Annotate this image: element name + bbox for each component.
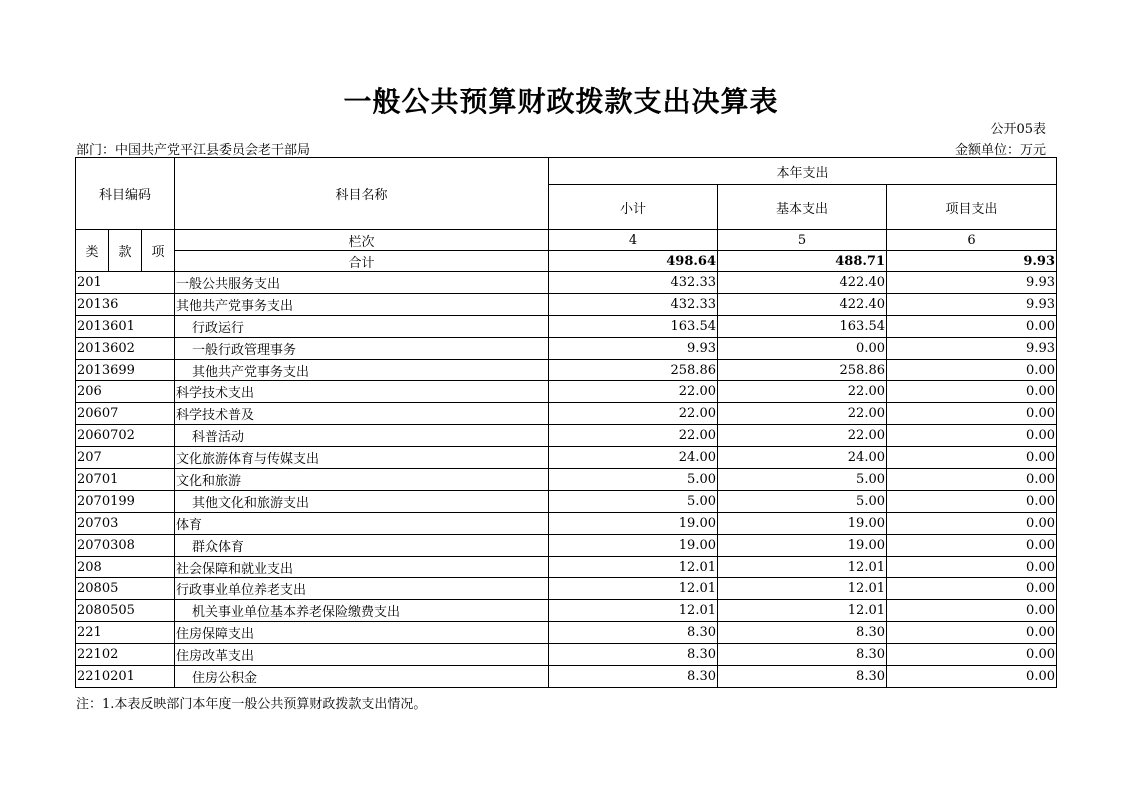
row-basic: 5.00 [718,469,887,491]
table-row [76,447,1057,469]
row-project: 0.00 [887,425,1057,447]
row-code: 22102 [76,644,175,666]
row-name: 住房改革支出 [175,644,549,666]
row-basic: 24.00 [718,447,887,469]
row-name: 其他共产党事务支出 [175,293,549,315]
header-basic: 基本支出 [718,185,887,230]
row-code: 20701 [76,469,175,491]
row-code: 2013601 [76,315,175,337]
header-lei: 类 [76,230,109,272]
row-project: 9.93 [887,293,1057,315]
header-xiang: 项 [142,230,175,272]
expenditure-table [75,157,1057,688]
row-subtotal: 22.00 [549,381,718,403]
row-name: 科学技术支出 [175,381,549,403]
table-row [76,556,1057,578]
row-project: 0.00 [887,644,1057,666]
row-name: 住房保障支出 [175,622,549,644]
row-subtotal: 8.30 [549,666,718,688]
row-basic: 8.30 [718,666,887,688]
table-row [76,425,1057,447]
row-name: 社会保障和就业支出 [175,556,549,578]
table-row [76,622,1057,644]
row-code: 2080505 [76,600,175,622]
unit-label: 金额单位：万元 [954,143,1046,158]
row-name: 其他文化和旅游支出 [175,490,549,512]
row-basic: 12.01 [718,556,887,578]
department-label: 部门：中国共产党平江县委员会老干部局 [76,143,311,158]
row-name: 文化旅游体育与传媒支出 [175,447,549,469]
row-project: 0.00 [887,666,1057,688]
table-row [76,600,1057,622]
table-row [76,644,1057,666]
row-project: 0.00 [887,447,1057,469]
total-basic: 488.71 [718,251,887,272]
row-subtotal: 22.00 [549,425,718,447]
table-row [76,403,1057,425]
row-subtotal: 5.00 [549,490,718,512]
row-project: 0.00 [887,469,1057,491]
row-basic: 0.00 [718,337,887,359]
row-subtotal: 19.00 [549,534,718,556]
row-name: 文化和旅游 [175,469,549,491]
table-row [76,381,1057,403]
row-code: 221 [76,622,175,644]
row-name: 群众体育 [175,534,549,556]
row-code: 2070308 [76,534,175,556]
row-name: 体育 [175,512,549,534]
header-group: 本年支出 [549,158,1057,185]
row-subtotal: 22.00 [549,403,718,425]
row-project: 9.93 [887,272,1057,294]
row-subtotal: 19.00 [549,512,718,534]
row-code: 201 [76,272,175,294]
row-subtotal: 5.00 [549,469,718,491]
row-code: 20136 [76,293,175,315]
row-subtotal: 8.30 [549,622,718,644]
table-code: 公开05表 [990,122,1046,137]
row-code: 20607 [76,403,175,425]
row-basic: 19.00 [718,512,887,534]
row-subtotal: 8.30 [549,644,718,666]
header-col6: 6 [887,230,1057,251]
row-project: 0.00 [887,578,1057,600]
header-name: 科目名称 [175,158,549,230]
row-subtotal: 258.86 [549,359,718,381]
row-project: 0.00 [887,600,1057,622]
row-basic: 19.00 [718,534,887,556]
row-basic: 163.54 [718,315,887,337]
row-subtotal: 432.33 [549,272,718,294]
header-column-no: 栏次 [175,230,549,251]
table-row [76,469,1057,491]
row-basic: 12.01 [718,578,887,600]
table-row [76,293,1057,315]
row-name: 机关事业单位基本养老保险缴费支出 [175,600,549,622]
row-basic: 258.86 [718,359,887,381]
row-basic: 12.01 [718,600,887,622]
table-row [76,490,1057,512]
table-row [76,534,1057,556]
row-basic: 22.00 [718,403,887,425]
header-code: 科目编码 [76,158,175,230]
table-row [76,666,1057,688]
row-basic: 422.40 [718,293,887,315]
row-subtotal: 9.93 [549,337,718,359]
row-code: 2070199 [76,490,175,512]
row-code: 2060702 [76,425,175,447]
row-name: 一般公共服务支出 [175,272,549,294]
row-name: 其他共产党事务支出 [175,359,549,381]
footnote: 注：1.本表反映部门本年度一般公共预算财政拨款支出情况。 [76,697,427,712]
row-basic: 22.00 [718,425,887,447]
row-project: 0.00 [887,381,1057,403]
row-code: 20703 [76,512,175,534]
row-basic: 8.30 [718,644,887,666]
row-code: 20805 [76,578,175,600]
row-project: 0.00 [887,359,1057,381]
row-code: 2210201 [76,666,175,688]
header-col4: 4 [549,230,718,251]
row-subtotal: 12.01 [549,600,718,622]
page-title: 一般公共预算财政拨款支出决算表 [343,85,779,118]
row-name: 一般行政管理事务 [175,337,549,359]
header-kuan: 款 [109,230,142,272]
row-project: 0.00 [887,622,1057,644]
table-row [76,337,1057,359]
row-project: 0.00 [887,315,1057,337]
row-project: 0.00 [887,556,1057,578]
row-code: 207 [76,447,175,469]
header-col5: 5 [718,230,887,251]
row-name: 科学技术普及 [175,403,549,425]
row-project: 0.00 [887,534,1057,556]
row-subtotal: 163.54 [549,315,718,337]
row-basic: 422.40 [718,272,887,294]
row-name: 行政事业单位养老支出 [175,578,549,600]
row-project: 0.00 [887,490,1057,512]
row-subtotal: 432.33 [549,293,718,315]
row-project: 9.93 [887,337,1057,359]
row-project: 0.00 [887,512,1057,534]
row-code: 208 [76,556,175,578]
total-project: 9.93 [887,251,1057,272]
table-row [76,512,1057,534]
header-subtotal: 小计 [549,185,718,230]
table-row [76,359,1057,381]
row-code: 2013699 [76,359,175,381]
row-basic: 22.00 [718,381,887,403]
table-row [76,578,1057,600]
row-code: 206 [76,381,175,403]
row-subtotal: 24.00 [549,447,718,469]
row-subtotal: 12.01 [549,578,718,600]
total-subtotal: 498.64 [549,251,718,272]
total-label: 合计 [175,251,549,272]
row-basic: 8.30 [718,622,887,644]
row-name: 行政运行 [175,315,549,337]
header-project: 项目支出 [887,185,1057,230]
table-row [76,272,1057,294]
row-name: 科普活动 [175,425,549,447]
row-basic: 5.00 [718,490,887,512]
row-project: 0.00 [887,403,1057,425]
table-row [76,315,1057,337]
row-subtotal: 12.01 [549,556,718,578]
row-code: 2013602 [76,337,175,359]
row-name: 住房公积金 [175,666,549,688]
